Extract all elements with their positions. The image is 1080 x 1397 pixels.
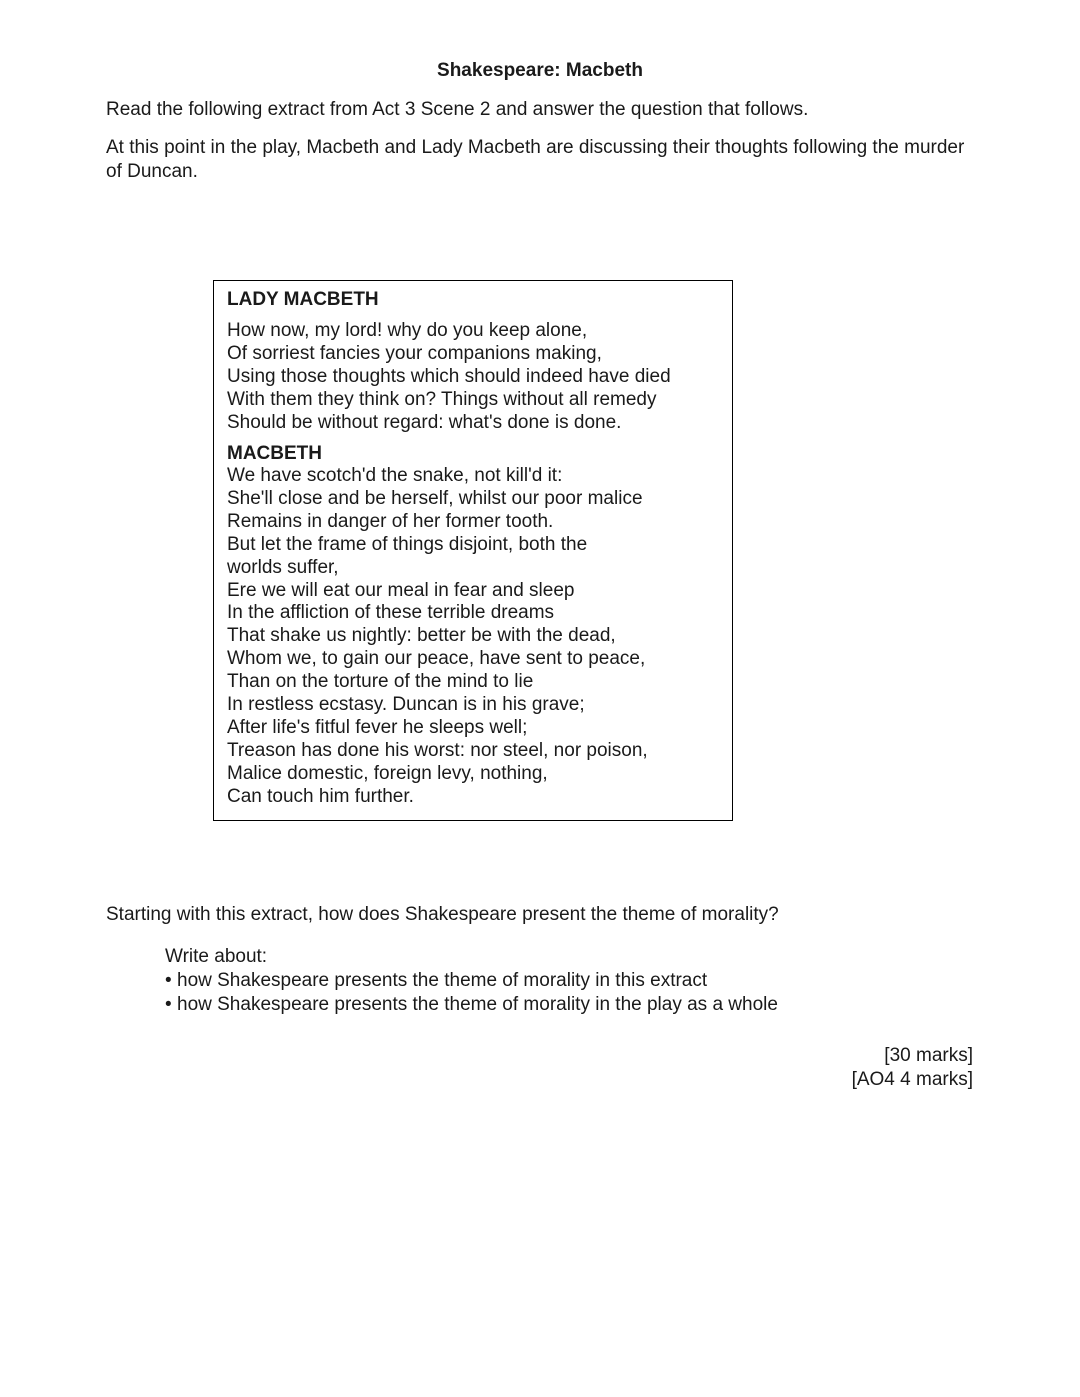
speech-line: After life's fitful fever he sleeps well; [227,716,528,738]
speaker-lady-macbeth: LADY MACBETH [227,289,379,310]
speech-macbeth [227,465,727,809]
bullet-icon: • [165,970,172,991]
speech-line: In restless ecstasy. Duncan is in his grave; [227,694,585,716]
speech-line: We have scotch'd the snake, not kill'd it: [227,465,563,486]
bullet-list [165,969,778,1017]
ao4-marks: [AO4 4 marks] [851,1069,973,1090]
question-text: Starting with this extract, how does Shakespeare present the theme of morality? [106,904,779,925]
bullet-item [165,993,778,1017]
bullet-item [165,969,778,993]
speech-line: Ere we will eat our meal in fear and sleep [227,579,575,601]
speech-line: How now, my lord! why do you keep alone, [227,320,588,341]
speech-line: Can touch him further. [227,785,414,807]
speech-line: Using those thoughts which should indeed have died [227,365,671,387]
speech-line: With them they think on? Things without all remedy [227,388,657,410]
speech-line: Whom we, to gain our peace, have sent to peace, [227,648,646,670]
speech-line: Should be without regard: what's done is done. [227,411,622,433]
total-marks: [30 marks] [884,1045,973,1066]
speech-line: That shake us nightly: better be with the dead, [227,625,616,647]
speech-line: worlds suffer, [227,556,339,578]
speaker-macbeth: MACBETH [227,443,322,464]
bullet-icon: • [165,994,172,1015]
speech-line: Remains in danger of her former tooth. [227,510,554,532]
speech-line: Than on the torture of the mind to lie [227,671,534,693]
speech-line: She'll close and be herself, whilst our poor malice [227,487,643,509]
context-text: At this point in the play, Macbeth and Lady Macbeth are discussing their thoughts following the murder of Duncan. [106,137,965,182]
speech-line: But let the frame of things disjoint, both the [227,533,588,555]
speech-line: Of sorriest fancies your companions making, [227,342,602,364]
speech-line: In the affliction of these terrible dreams [227,602,555,624]
bullet-text: how Shakespeare presents the theme of morality in this extract [177,970,708,991]
speech-lady-macbeth [227,320,727,435]
write-about-label: Write about: [165,946,268,967]
speech-line: Treason has done his worst: nor steel, nor poison, [227,739,648,761]
bullet-text: how Shakespeare presents the theme of morality in the play as a whole [177,994,778,1015]
marks-allocation [852,1044,973,1092]
page-title: Shakespeare: Macbeth [437,60,643,81]
instruction-text: Read the following extract from Act 3 Scene 2 and answer the question that follows. [106,99,809,120]
speech-line: Malice domestic, foreign levy, nothing, [227,762,548,784]
extract-box [213,280,733,821]
